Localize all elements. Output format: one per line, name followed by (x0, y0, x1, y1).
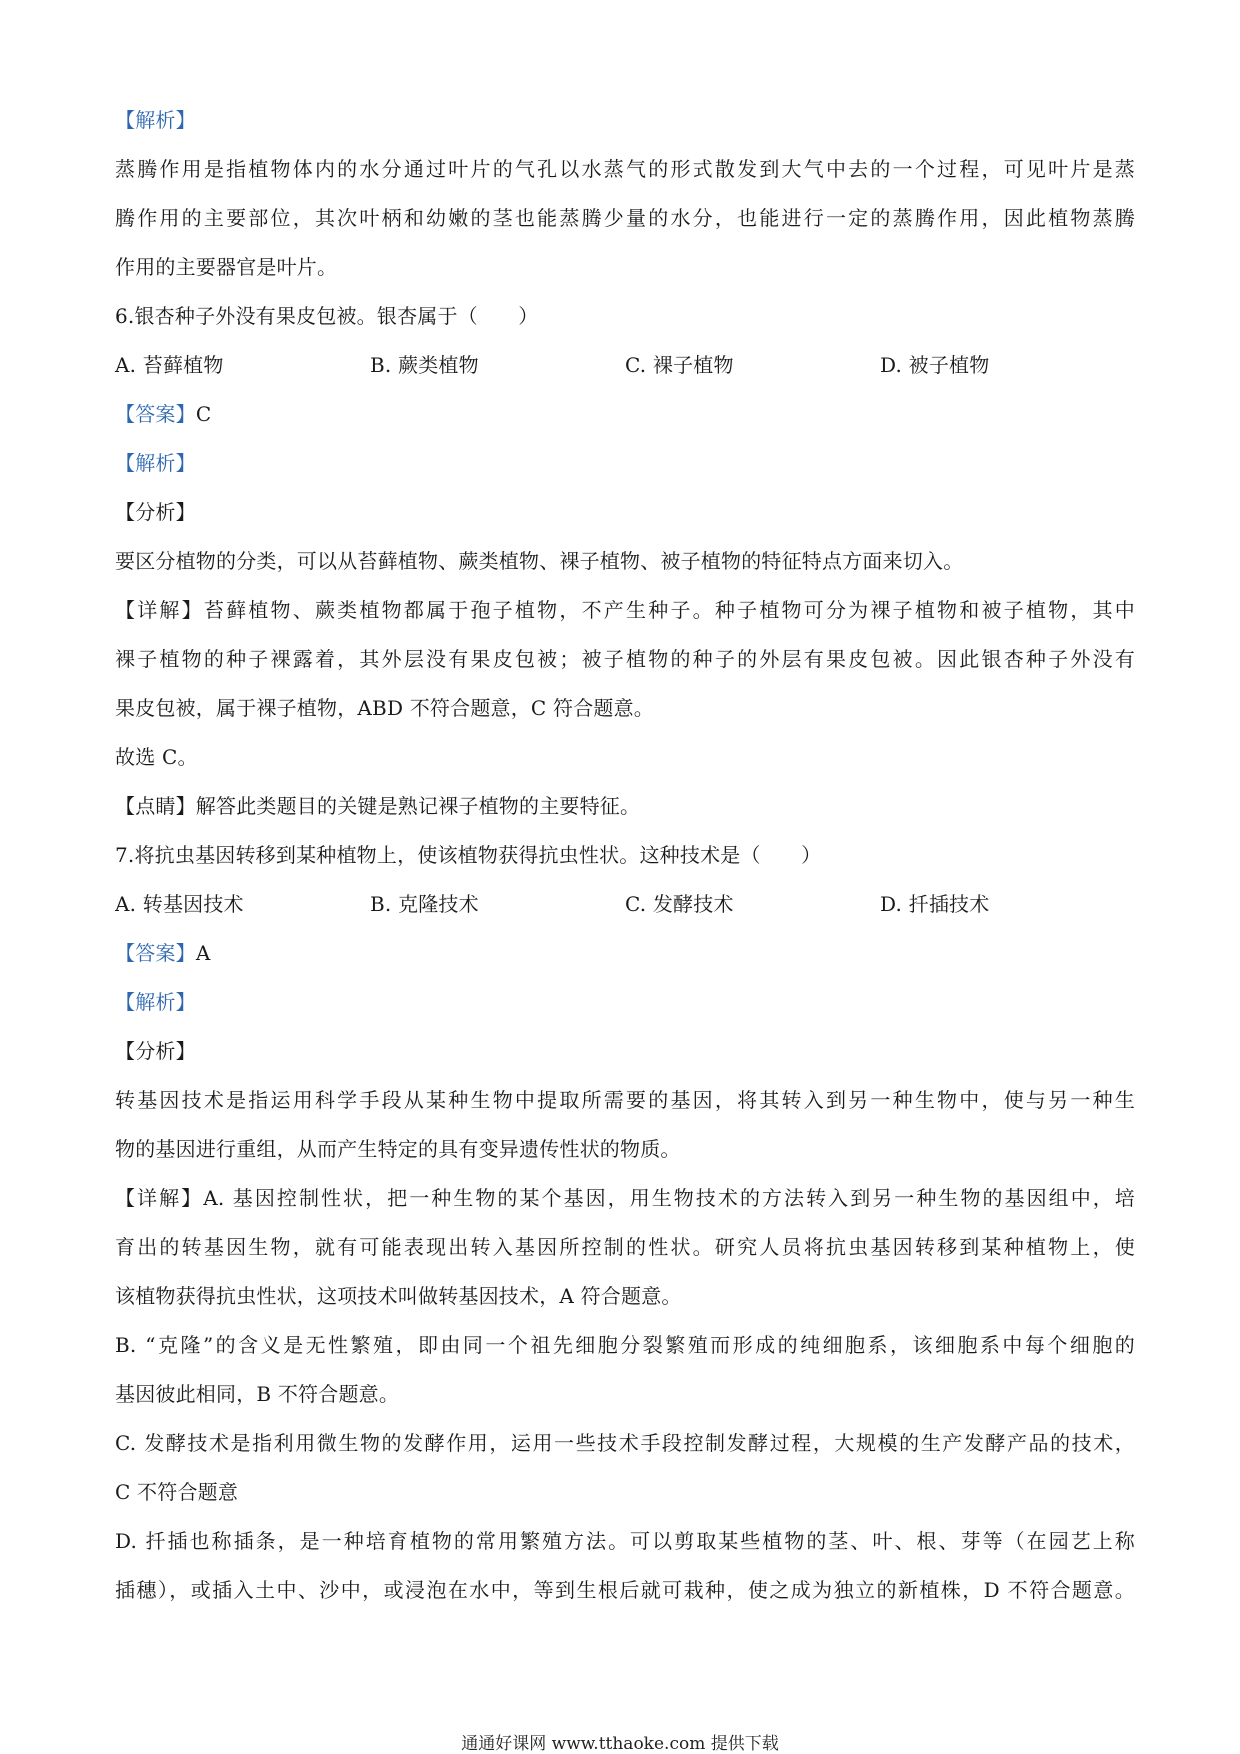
paragraph-line: C 不符合题意 (115, 1480, 239, 1504)
analysis-heading: 【解析】 (115, 451, 196, 475)
answer-value: C (195, 402, 212, 426)
option-b: B. 蕨类植物 (370, 353, 479, 377)
paragraph-line: 基因彼此相同，B 不符合题意。 (115, 1382, 400, 1406)
paragraph-line: 【详解】A. 基因控制性状，把一种生物的某个基因，用生物技术的方法转入到另一种生物的基因组中，培 (115, 1186, 1135, 1210)
paragraph-line: D. 扦插也称插条，是一种培育植物的常用繁殖方法。可以剪取某些植物的茎、叶、根、芽等（在园艺上称 (115, 1529, 1135, 1553)
page-footer: 通通好课网 www.tthaoke.com 提供下载 (461, 1734, 779, 1754)
option-c: C. 发酵技术 (625, 892, 734, 916)
answer-tag: 【答案】 (115, 941, 196, 965)
document-body (115, 96, 1135, 1615)
option-d: D. 被子植物 (880, 353, 990, 377)
paragraph-line: 故选 C。 (115, 745, 198, 769)
option-a: A. 苔藓植物 (115, 353, 224, 377)
paragraph-line: 物的基因进行重组，从而产生特定的具有变异遗传性状的物质。 (115, 1137, 681, 1161)
option-b: B. 克隆技术 (370, 892, 479, 916)
option-d: D. 扦插技术 (880, 892, 990, 916)
question-6-options (115, 341, 1135, 390)
paragraph-line: 育出的转基因生物，就有可能表现出转入基因所控制的性状。研究人员将抗虫基因转移到某种植物上，使 (115, 1235, 1135, 1259)
paragraph-line: 要区分植物的分类，可以从苔藓植物、蕨类植物、裸子植物、被子植物的特征特点方面来切入。 (115, 549, 964, 573)
analysis-subheading: 【分析】 (115, 1039, 196, 1063)
paragraph-line: 果皮包被，属于裸子植物，ABD 不符合题意，C 符合题意。 (115, 696, 654, 720)
paragraph-line: 蒸腾作用是指植物体内的水分通过叶片的气孔以水蒸气的形式散发到大气中去的一个过程，可见叶片是蒸 (115, 157, 1135, 181)
paragraph-line: 该植物获得抗虫性状，这项技术叫做转基因技术，A 符合题意。 (115, 1284, 682, 1308)
answer-tag: 【答案】 (115, 402, 196, 426)
question-7-options (115, 880, 1135, 929)
question-7: 7.将抗虫基因转移到某种植物上，使该植物获得抗虫性状。这种技术是（ ） (115, 843, 822, 867)
option-c: C. 裸子植物 (625, 353, 734, 377)
paragraph-line: 【详解】苔藓植物、蕨类植物都属于孢子植物，不产生种子。种子植物可分为裸子植物和被子植物，其中 (115, 598, 1135, 622)
paragraph-line: C. 发酵技术是指利用微生物的发酵作用，运用一些技术手段控制发酵过程，大规模的生产发酵产品的技术， (115, 1431, 1135, 1455)
paragraph-line: 作用的主要器官是叶片。 (115, 255, 338, 279)
paragraph-line: B. “克隆”的含义是无性繁殖，即由同一个祖先细胞分裂繁殖而形成的纯细胞系，该细胞系中每个细胞的 (115, 1333, 1135, 1357)
option-a: A. 转基因技术 (115, 892, 244, 916)
answer-7 (115, 929, 1135, 978)
paragraph-line: 腾作用的主要部位，其次叶柄和幼嫩的茎也能蒸腾少量的水分，也能进行一定的蒸腾作用，因此植物蒸腾 (115, 206, 1135, 230)
paragraph-line: 裸子植物的种子裸露着，其外层没有果皮包被；被子植物的种子的外层有果皮包被。因此银杏种子外没有 (115, 647, 1135, 671)
paragraph-line: 插穗），或插入土中、沙中，或浸泡在水中，等到生根后就可栽种，使之成为独立的新植株，D 不符合题意。 (115, 1578, 1135, 1602)
analysis-subheading: 【分析】 (115, 500, 196, 524)
paragraph-line: 【点睛】解答此类题目的关键是熟记裸子植物的主要特征。 (115, 794, 641, 818)
paragraph-line: 转基因技术是指运用科学手段从某种生物中提取所需要的基因，将其转入到另一种生物中，使与另一种生 (115, 1088, 1135, 1112)
question-6: 6.银杏种子外没有果皮包被。银杏属于（ ） (115, 304, 539, 328)
analysis-heading: 【解析】 (115, 108, 196, 132)
analysis-heading: 【解析】 (115, 990, 196, 1014)
answer-value: A (195, 941, 211, 965)
answer-6 (115, 390, 1135, 439)
